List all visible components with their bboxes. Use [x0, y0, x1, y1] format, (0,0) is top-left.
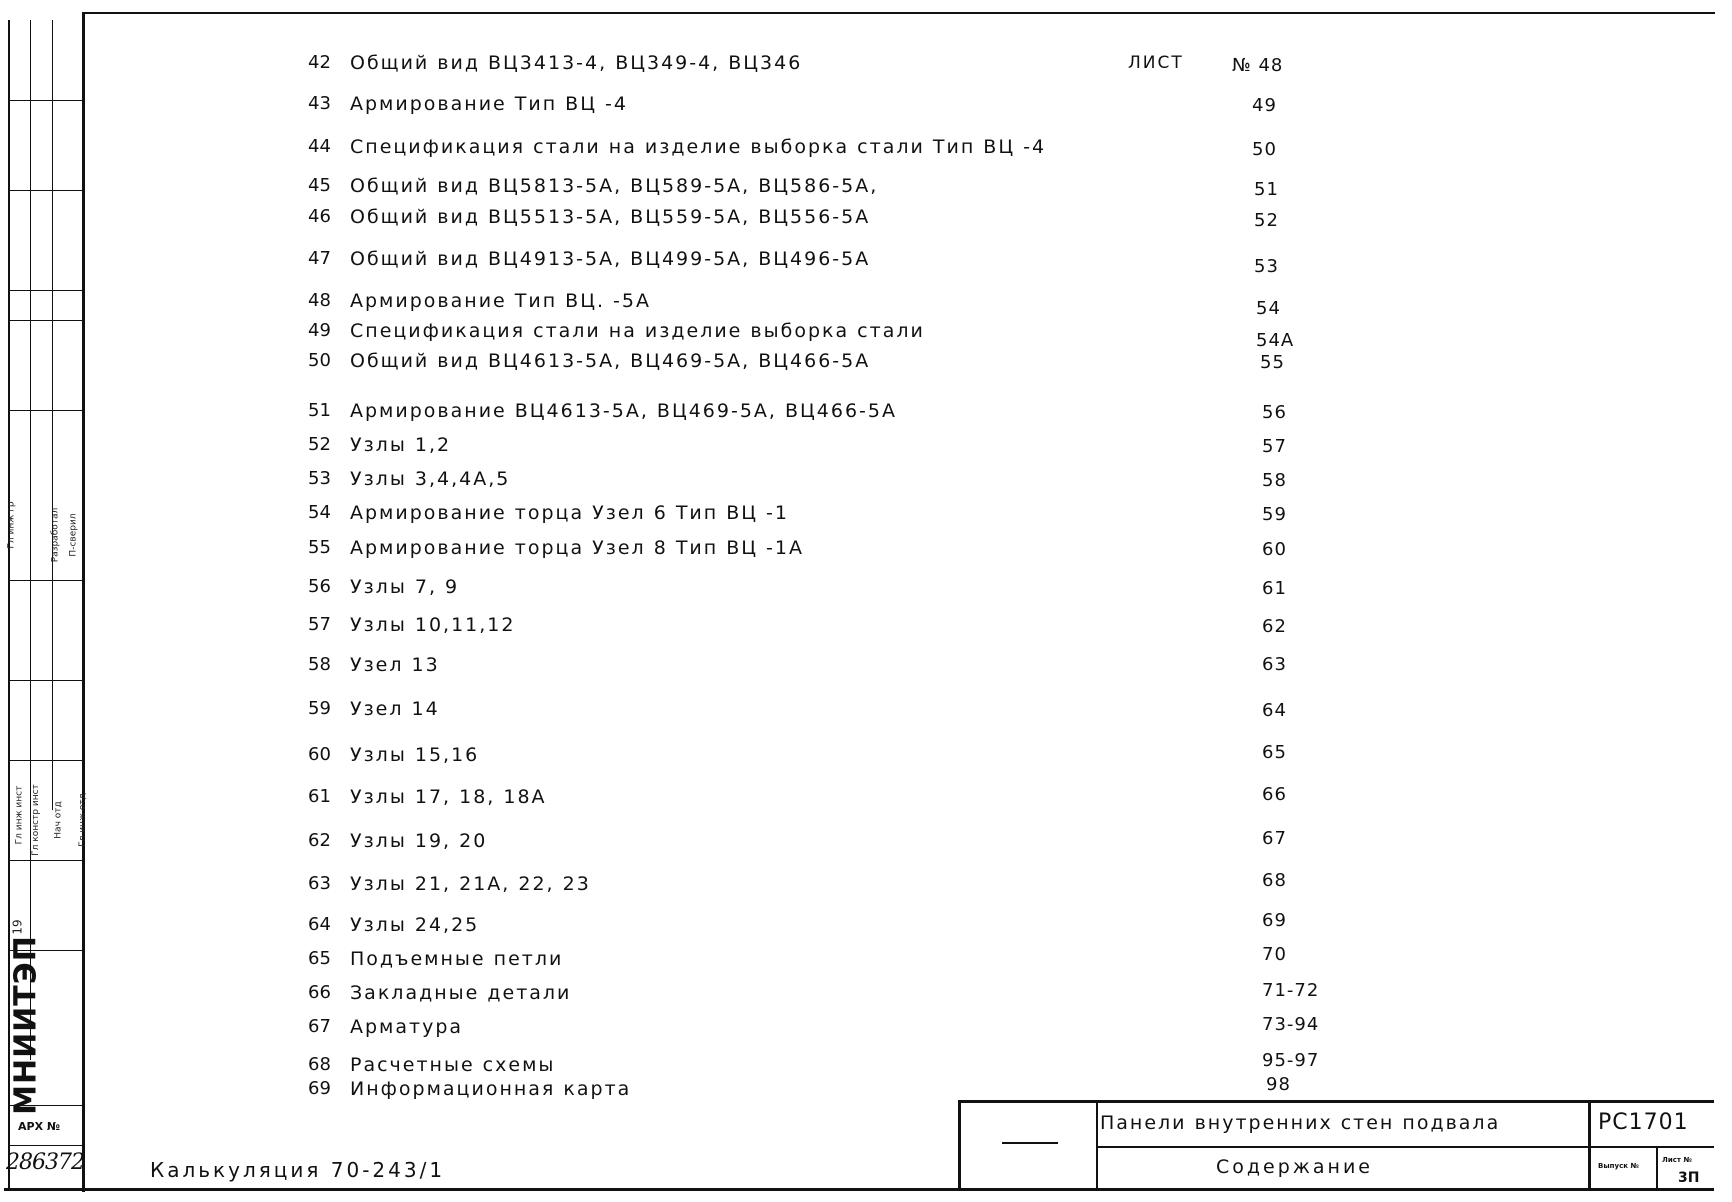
row-page: 52 — [1254, 210, 1279, 231]
row-title: Узлы 10,11,12 — [350, 614, 516, 636]
organization-name: МНИИТЭП — [8, 935, 44, 1115]
strip-line — [8, 100, 82, 101]
row-number: 53 — [308, 468, 331, 489]
row-number: 51 — [308, 400, 331, 421]
row-page: 54А — [1256, 330, 1295, 351]
row-title: Армирование Тип ВЦ. -5А — [350, 290, 651, 312]
row-number: 60 — [308, 744, 331, 765]
row-title: Узлы 3,4,4А,5 — [350, 468, 511, 490]
row-title: Общий вид ВЦ4613-5А, ВЦ469-5А, ВЦ466-5А — [350, 350, 871, 372]
row-number: 57 — [308, 614, 331, 635]
sheet-column-header: ЛИСТ — [1128, 53, 1184, 73]
role-label: Гл инж инст — [14, 785, 25, 845]
tb-line — [1096, 1100, 1098, 1190]
row-page: 68 — [1262, 870, 1287, 891]
title-block — [958, 1100, 1714, 1190]
row-title: Общий вид ВЦ4913-5А, ВЦ499-5А, ВЦ496-5А — [350, 248, 871, 270]
row-page: 95-97 — [1262, 1050, 1320, 1071]
row-title: Информационная карта — [350, 1078, 632, 1100]
row-number: 62 — [308, 830, 331, 851]
row-page: 60 — [1262, 539, 1287, 560]
row-title: Узлы 7, 9 — [350, 576, 460, 598]
tb-line — [1656, 1146, 1658, 1190]
issue-label: Выпуск № — [1598, 1162, 1639, 1170]
row-title: Узлы 24,25 — [350, 914, 480, 936]
row-number: 67 — [308, 1016, 331, 1037]
strip-line — [8, 290, 82, 291]
row-number: 48 — [308, 290, 331, 311]
row-page: 49 — [1252, 95, 1277, 116]
year-mark: 19 — [10, 919, 25, 935]
row-page: 70 — [1262, 944, 1287, 965]
row-number: 43 — [308, 93, 331, 114]
row-title: Армирование ВЦ4613-5А, ВЦ469-5А, ВЦ466-5А — [350, 400, 897, 422]
role-label: П-сверил — [68, 513, 79, 557]
row-title: Армирование торца Узел 8 Тип ВЦ -1А — [350, 537, 804, 559]
row-title: Армирование торца Узел 6 Тип ВЦ -1 — [350, 502, 790, 524]
row-title: Узлы 19, 20 — [350, 830, 488, 852]
row-page: 71-72 — [1262, 980, 1320, 1001]
row-title: Узлы 1,2 — [350, 434, 452, 456]
row-title: Узлы 17, 18, 18А — [350, 786, 547, 808]
row-page: 59 — [1262, 504, 1287, 525]
row-number: 66 — [308, 982, 331, 1003]
row-page: 55 — [1260, 352, 1285, 373]
row-page: 98 — [1266, 1074, 1291, 1095]
row-number: 46 — [308, 206, 331, 227]
row-title: Арматура — [350, 1016, 464, 1038]
strip-line — [8, 860, 82, 861]
tb-dash — [1002, 1142, 1058, 1144]
row-number: 68 — [308, 1054, 331, 1075]
row-page: 62 — [1262, 616, 1287, 637]
role-label: Разработал — [50, 507, 61, 563]
row-number: 59 — [308, 698, 331, 719]
row-number: 42 — [308, 52, 331, 73]
row-page: 61 — [1262, 578, 1287, 599]
role-label: Гл инж гр — [6, 501, 17, 549]
drawing-subtitle: Содержание — [1216, 1156, 1373, 1178]
strip-line — [8, 410, 82, 411]
row-title: Общий вид ВЦ3413-4, ВЦ349-4, ВЦ346 — [350, 52, 803, 74]
sheet-number: 3П — [1678, 1170, 1700, 1186]
row-page: 56 — [1262, 402, 1287, 423]
organization-stamp — [8, 935, 44, 1115]
row-number: 47 — [308, 248, 331, 269]
row-number: 44 — [308, 136, 331, 157]
tb-line — [1096, 1146, 1714, 1148]
calculation-note: Калькуляция 70-243/1 — [150, 1158, 446, 1182]
row-page: 58 — [1262, 470, 1287, 491]
row-number: 50 — [308, 350, 331, 371]
strip-line — [8, 580, 82, 581]
row-title: Армирование Тип ВЦ -4 — [350, 93, 628, 115]
row-page: 64 — [1262, 700, 1287, 721]
row-title: Закладные детали — [350, 982, 572, 1004]
row-number: 63 — [308, 873, 331, 894]
strip-line — [8, 760, 82, 761]
row-page: 50 — [1252, 139, 1277, 160]
row-page: 57 — [1262, 436, 1287, 457]
row-title: Узел 14 — [350, 698, 440, 720]
row-title: Расчетные схемы — [350, 1054, 556, 1076]
row-number: 56 — [308, 576, 331, 597]
row-page: 51 — [1254, 179, 1279, 200]
row-page: 69 — [1262, 910, 1287, 931]
strip-line — [8, 320, 82, 321]
row-page: 53 — [1254, 256, 1279, 277]
archive-label: АРХ № — [18, 1120, 61, 1133]
row-title: Узлы 21, 21А, 22, 23 — [350, 873, 591, 895]
strip-line — [52, 20, 53, 810]
row-page: 73-94 — [1262, 1014, 1320, 1035]
row-number: 54 — [308, 502, 331, 523]
row-number: 52 — [308, 434, 331, 455]
row-number: 58 — [308, 654, 331, 675]
row-number: 45 — [308, 175, 331, 196]
strip-line — [8, 680, 82, 681]
row-number: 65 — [308, 948, 331, 969]
tb-line — [958, 1100, 961, 1190]
strip-line — [30, 20, 31, 1060]
row-number: 55 — [308, 537, 331, 558]
role-label: Нач отд — [53, 801, 64, 839]
archive-number: 286372 — [6, 1150, 84, 1175]
tb-line — [1588, 1100, 1591, 1190]
row-number: 69 — [308, 1078, 331, 1099]
row-title: Подъемные петли — [350, 948, 564, 970]
row-title: Узлы 15,16 — [350, 744, 480, 766]
row-page: 54 — [1256, 298, 1281, 319]
drawing-title: Панели внутренних стен подвала — [1100, 1112, 1501, 1134]
row-title: Спецификация стали на изделие выборка стали Тип ВЦ -4 — [350, 136, 1047, 158]
role-label: Гл констр инст — [30, 784, 41, 856]
row-page: № 48 — [1232, 55, 1284, 76]
row-number: 61 — [308, 786, 331, 807]
row-number: 49 — [308, 320, 331, 341]
strip-line — [8, 1145, 82, 1146]
sheet-label: Лист № — [1662, 1156, 1692, 1164]
row-page: 65 — [1262, 742, 1287, 763]
row-title: Спецификация стали на изделие выборка стали — [350, 320, 925, 342]
strip-line — [8, 190, 82, 191]
row-page: 67 — [1262, 828, 1287, 849]
row-title: Общий вид ВЦ5513-5А, ВЦ559-5А, ВЦ556-5А — [350, 206, 871, 228]
row-page: 66 — [1262, 784, 1287, 805]
role-label: Гл инж отд — [77, 793, 88, 847]
row-number: 64 — [308, 914, 331, 935]
row-title: Общий вид ВЦ5813-5А, ВЦ589-5А, ВЦ586-5А, — [350, 175, 879, 197]
row-page: 63 — [1262, 654, 1287, 675]
tb-line — [958, 1100, 1714, 1103]
series-code: РС1701 — [1598, 1110, 1689, 1135]
row-title: Узел 13 — [350, 654, 440, 676]
